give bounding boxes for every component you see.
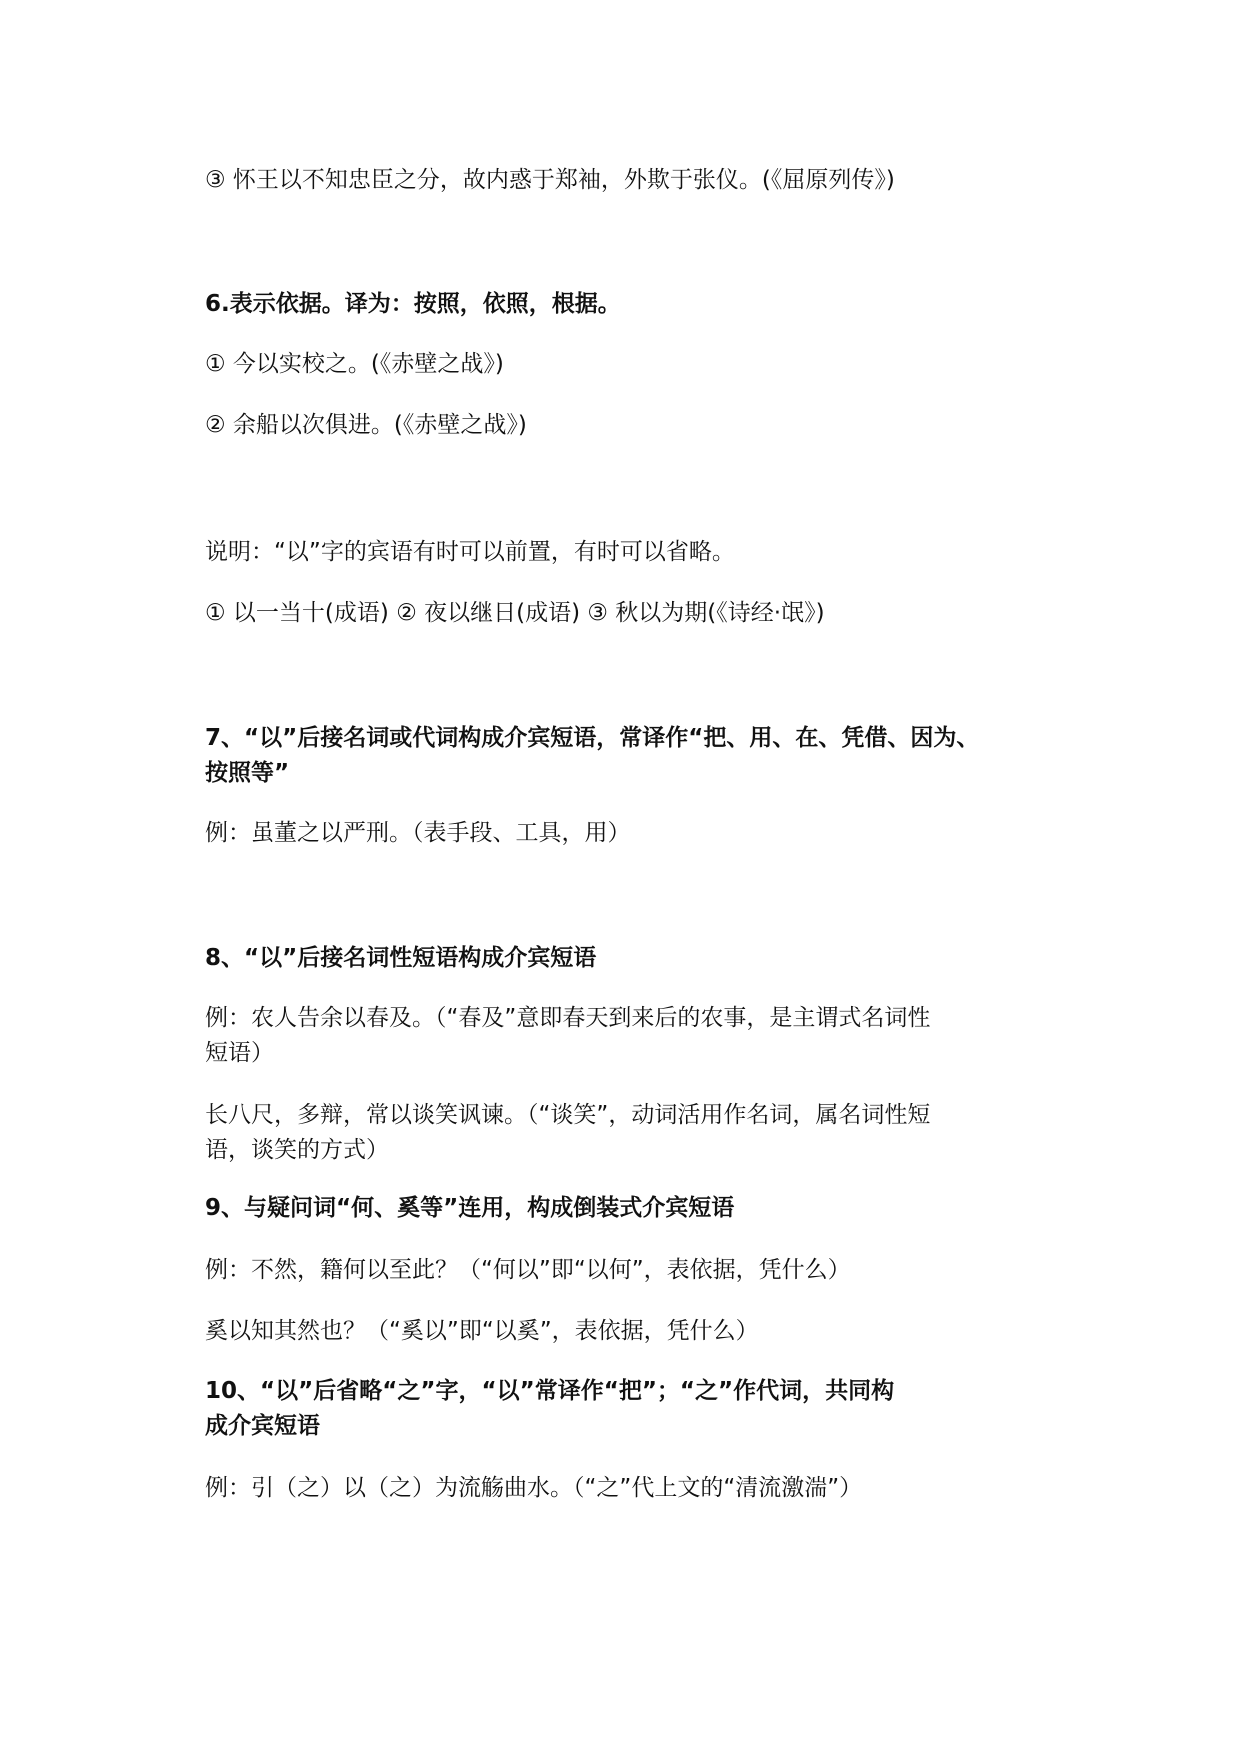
example-line: ① 以一当十(成语) ② 夜以继日(成语) ③ 秋以为期(《诗经·氓》): [205, 600, 825, 626]
section-heading-10: 10、“以”后省略“之”字，“以”常译作“把”；“之”作代词，共同构: [205, 1378, 895, 1404]
section-heading-7-cont: 按照等”: [205, 760, 290, 786]
example-line-cont: 短语）: [205, 1040, 274, 1066]
example-line: 例：农人告余以春及。（“春及”意即春天到来后的农事，是主谓式名词性: [205, 1005, 931, 1031]
example-line: ② 余船以次俱进。(《赤壁之战》): [205, 412, 527, 438]
example-line: 奚以知其然也？（“奚以”即“以奚”，表依据，凭什么）: [205, 1318, 759, 1344]
section-heading-9: 9、与疑问词“何、奚等”连用，构成倒装式介宾短语: [205, 1195, 735, 1221]
section-heading-10-cont: 成介宾短语: [205, 1413, 320, 1439]
section-heading-8: 8、“以”后接名词性短语构成介宾短语: [205, 945, 597, 971]
example-line: ③ 怀王以不知忠臣之分，故内惑于郑袖，外欺于张仪。(《屈原列传》): [205, 167, 895, 193]
example-line: 例：引（之）以（之）为流觞曲水。（“之”代上文的“清流激湍”）: [205, 1475, 863, 1501]
note-line: 说明：“以”字的宾语有时可以前置，有时可以省略。: [205, 539, 735, 565]
example-line: 例：虽董之以严刑。（表手段、工具，用）: [205, 820, 631, 846]
section-heading-7: 7、“以”后接名词或代词构成介宾短语，常译作“把、用、在、凭借、因为、: [205, 725, 980, 751]
example-line: 长八尺，多辩，常以谈笑讽谏。（“谈笑”，动词活用作名词，属名词性短: [205, 1102, 931, 1128]
example-line-cont: 语，谈笑的方式）: [205, 1137, 389, 1163]
example-line: ① 今以实校之。(《赤壁之战》): [205, 351, 504, 377]
example-line: 例：不然，籍何以至此？（“何以”即“以何”，表依据，凭什么）: [205, 1257, 851, 1283]
section-heading-6: 6.表示依据。译为：按照，依照，根据。: [205, 291, 621, 317]
